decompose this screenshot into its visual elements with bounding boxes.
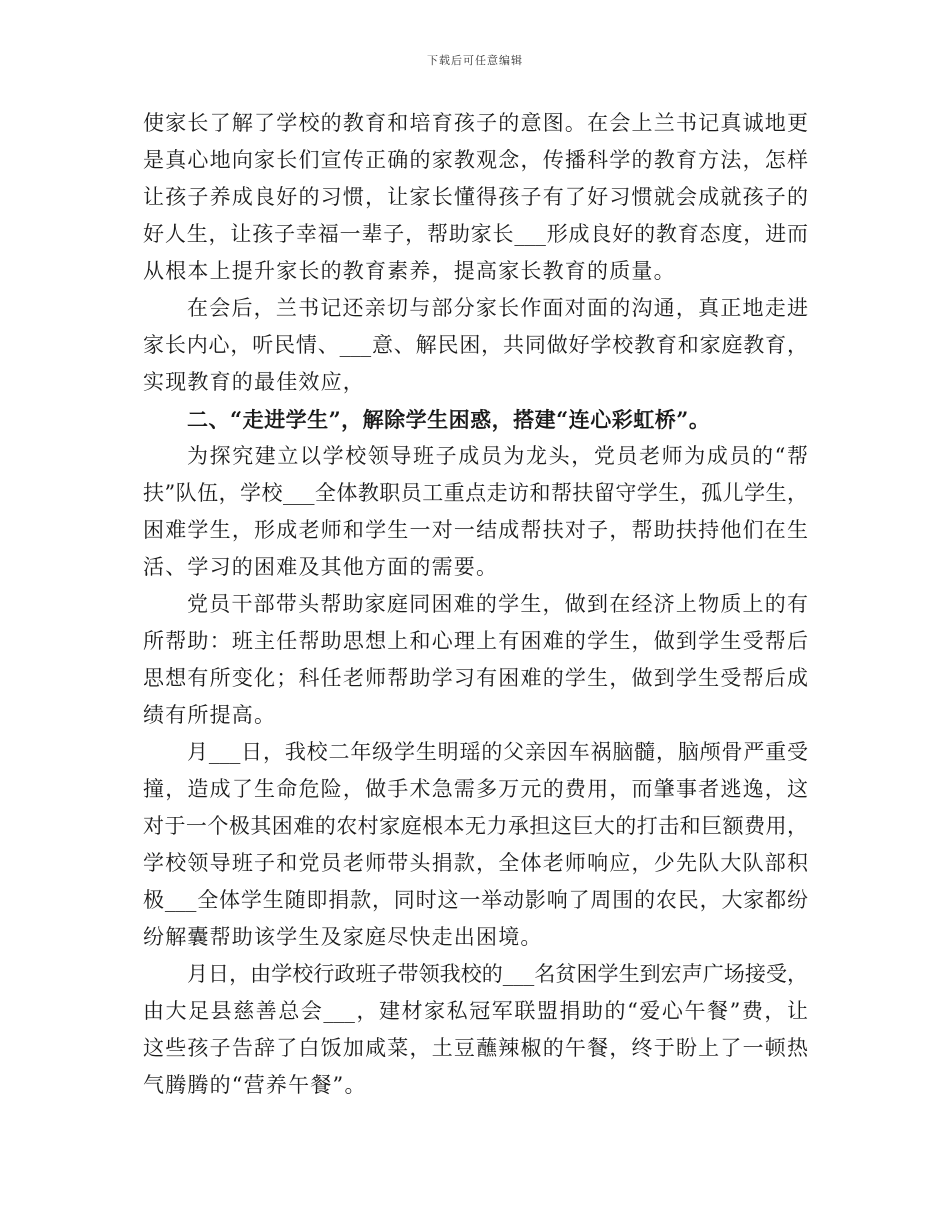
text-line: 让孩子养成良好的习惯，让家长懂得孩子有了好习惯就会成就孩子的 [143,185,808,209]
text-line: 由大足县慈善总会___，建材家私冠军联盟捐助的“爱心午餐”费，让 [143,999,808,1023]
text-line: 学校领导班子和党员老师带头捐款，全体老师响应，少先队大队部积 [143,851,808,875]
document-body [143,105,808,1104]
text-line: 在会后，兰书记还亲切与部分家长作面对面的沟通，真正地走进 [187,296,808,320]
section-heading: 二、“走进学生”，解除学生困惑，搭建“连心彩虹桥”。 [187,407,711,432]
text-line: 月日，由学校行政班子带领我校的___名贫困学生到宏声广场接受， [187,962,808,986]
text-line: 月___日，我校二年级学生明瑶的父亲因车祸脑髓，脑颅骨严重受 [187,740,808,764]
text-line: 极___全体学生随即捐款，同时这一举动影响了周围的农民，大家都纷 [143,888,808,912]
text-line: 纷解囊帮助该学生及家庭尽快走出困境。 [143,925,543,949]
text-line: 是真心地向家长们宣传正确的家教观念，传播科学的教育方法，怎样 [143,148,808,172]
text-line: 这些孩子告辞了白饭加咸菜，土豆蘸辣椒的午餐，终于盼上了一顿热 [143,1036,808,1060]
text-line: 扶”队伍，学校___全体教职员工重点走访和帮扶留守学生，孤儿学生， [143,481,808,505]
text-line: 困难学生，形成老师和学生一对一结成帮扶对子，帮助扶持他们在生 [143,518,808,542]
text-line: 气腾腾的“营养午餐”。 [143,1073,367,1097]
page-header: 下载后可任意编辑 [427,54,523,67]
text-line: 所帮助：班主任帮助思想上和心理上有困难的学生，做到学生受帮后 [143,629,808,653]
text-line: 为探究建立以学校领导班子成员为龙头，党员老师为成员的“帮 [187,444,808,468]
text-line: 实现教育的最佳效应， [143,370,365,394]
text-line: 对于一个极其困难的农村家庭根本无力承担这巨大的打击和巨额费用， [143,814,808,838]
text-line: 绩有所提高。 [143,703,277,727]
text-line: 使家长了解了学校的教育和培育孩子的意图。在会上兰书记真诚地更 [143,111,808,135]
text-line: 党员干部带头帮助家庭同困难的学生，做到在经济上物质上的有 [187,592,808,616]
text-line: 好人生，让孩子幸福一辈子，帮助家长___形成良好的教育态度，进而 [143,222,808,246]
text-line: 家长内心，听民情、___意、解民困，共同做好学校教育和家庭教育， [143,333,808,357]
text-line: 撞，造成了生命危险，做手术急需多万元的费用，而肇事者逃逸，这 [143,777,808,801]
text-line: 从根本上提升家长的教育素养，提高家长教育的质量。 [143,259,676,283]
text-line: 思想有所变化；科任老师帮助学习有困难的学生，做到学生受帮后成 [143,666,808,690]
text-line: 活、学习的困难及其他方面的需要。 [143,555,499,579]
